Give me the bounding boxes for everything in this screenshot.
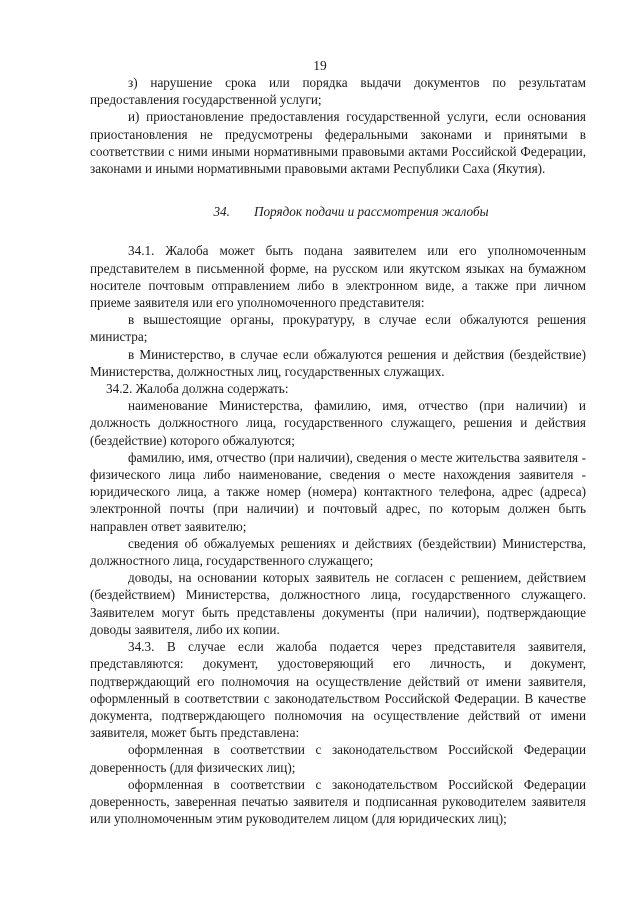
paragraph-34-3-a: оформленная в соответствии с законодательством Российской Федерации доверенность (для физических лиц); — [90, 742, 586, 775]
paragraph-34-2-a: наименование Министерства, фамилию, имя, отчество (при наличии) и должность должностного лица, государственного служащего, решения и действия (бездействие) которого обжалуются; — [90, 398, 586, 448]
paragraph-34-1: 34.1. Жалоба может быть подана заявителем или его уполномоченным представителем в письменной форме, на русском или якутском языках на бумажном носителе почтовым отправлением либо в электронном виде, а также при личном приеме заявителя или его уполномоченного представителя: — [90, 243, 586, 311]
paragraph-34-2-d: доводы, на основании которых заявитель не согласен с решением, действием (бездействием) Министерства, должностного лица, государственного служащего. Заявителем могут быть представлены документы (при наличии), подтверждающие доводы заявителя, либо их копии. — [90, 570, 586, 637]
paragraph-34-3-b: оформленная в соответствии с законодательством Российской Федерации доверенность, заверенная печатью заявителя и подписанная руководителем заявителя или уполномоченным этим руководителем лицом (для юридических лиц); — [90, 776, 586, 827]
paragraph-34-2: 34.2. Жалоба должна содержать: — [106, 381, 289, 397]
section-number: 34. — [213, 204, 230, 220]
paragraph-34-1-a: в вышестоящие органы, прокуратуру, в случае если обжалуются решения министра; — [90, 312, 586, 345]
page-number: 19 — [313, 58, 327, 73]
section-title: Порядок подачи и рассмотрения жалобы — [253, 204, 489, 220]
paragraph-item-z: з) нарушение срока или порядка выдачи документов по результатам предоставления государственной услуги; — [90, 75, 586, 108]
paragraph-34-3: 34.3. В случае если жалоба подается через представителя заявителя, представляются: документ, удостоверяющий его личность, и документ, подтверждающий его полномочия на осуществление действий от имени заявителя, оформленный в соответствии с законодательством Российской Федерации. В качестве документа, подтверждающего полномочия на осуществление действий от имени заявителя, может быть представлена: — [90, 639, 586, 741]
page-content — [90, 74, 586, 827]
section-heading — [90, 203, 586, 220]
paragraph-34-1-b: в Министерство, в случае если обжалуются решения и действия (бездействие) Министерства, должностных лиц, государственных служащих. — [90, 346, 586, 379]
paragraph-34-2-b: фамилию, имя, отчество (при наличии), сведения о месте жительства заявителя - физического лица либо наименование, сведения о месте нахождения заявителя - юридического лица, а также номер (номера) контактного телефона, адрес (адреса) электронной почты (при наличии) и почтовый адрес, по которым должен быть направлен ответ заявителю; — [90, 449, 586, 534]
paragraph-item-i: и) приостановление предоставления государственной услуги, если основания приостановления не предусмотрены федеральными законами и принятыми в соответствии с ними иными нормативными правовыми актами Российской Федерации, законами и иными нормативными правовыми актами Республики Саха (Якутия). — [90, 109, 586, 177]
paragraph-34-2-c: сведения об обжалуемых решениях и действиях (бездействии) Министерства, должностного лица, государственного служащего; — [90, 535, 586, 569]
